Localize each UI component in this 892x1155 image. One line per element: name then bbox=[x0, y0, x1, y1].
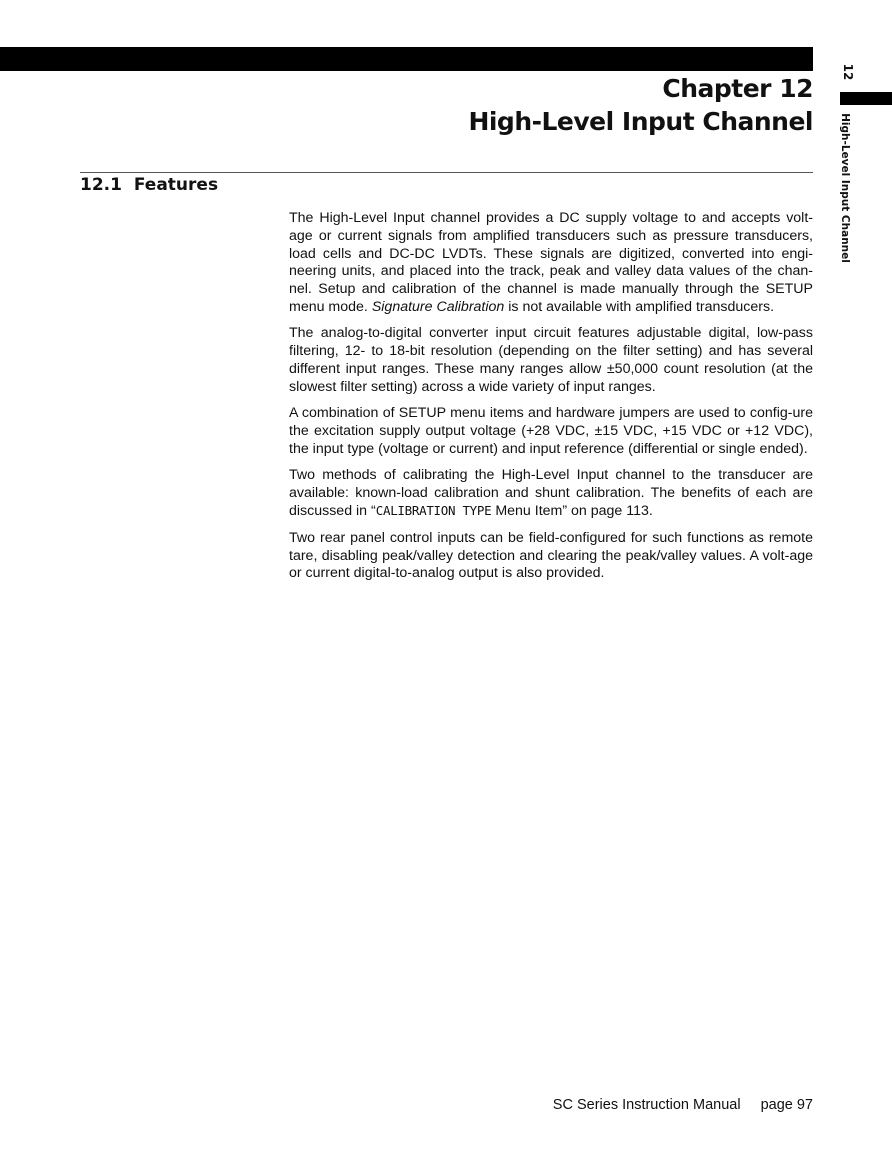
side-tab-number: 12 bbox=[841, 63, 855, 81]
side-tab-label: High-Level Input Channel bbox=[839, 113, 851, 263]
paragraph-1-text-b: is not available with amplified transducers. bbox=[504, 298, 775, 315]
paragraph-3: A combination of SETUP menu items and hardware jumpers are used to config-ure the excitation supply output voltage (+28 VDC, ±15 VDC, +15 VDC or +12 VDC), the input type (voltage or current) and input reference (differential or single ended). bbox=[289, 404, 813, 457]
chapter-tab-marker bbox=[840, 92, 892, 105]
paragraph-4 bbox=[289, 467, 813, 521]
paragraph-1-text-a: The High-Level Input channel provides a DC supply voltage to and accepts volt-age or current signals from amplified transducers such as pressure transducers, load cells and DC-DC LVDTs. These signals are digitized, converted into engi-neering units, and placed into the track, peak and valley data values of the chan-nel. Setup and calibration of the channel is made manually through the SETUP menu mode. bbox=[289, 210, 813, 315]
paragraph-2: The analog-to-digital converter input circuit features adjustable digital, low-pass filtering, 12- to 18-bit resolution (depending on the filter setting) and has several different input ranges. These many ranges allow ±50,000 count resolution (at the slowest filter setting) across a wide variety of input ranges. bbox=[289, 325, 813, 395]
chapter-title: High-Level Input Channel bbox=[468, 107, 813, 136]
paragraph-1 bbox=[289, 210, 813, 317]
calibration-type-menu-reference[interactable]: CALIBRATION TYPE bbox=[375, 503, 492, 519]
section-number: 12.1 bbox=[80, 175, 122, 195]
page-footer bbox=[553, 1097, 813, 1113]
paragraph-5: Two rear panel control inputs can be field-configured for such functions as remote tare, disabling peak/valley detection and clearing the peak/valley values. A volt-age or current digital-to-analog output is also provided. bbox=[289, 529, 813, 582]
paragraph-4-text-a: Two methods of calibrating the High-Level Input channel to the transducer are available: known-load calibration and shunt calibration. The benefits of each are discussed in “ bbox=[289, 466, 813, 520]
paragraph-4-text-b: Menu Item” on page 113. bbox=[491, 503, 653, 520]
header-bar bbox=[0, 47, 813, 71]
section-title: Features bbox=[133, 175, 219, 195]
signature-calibration-term: Signature Calibration bbox=[371, 298, 505, 315]
chapter-heading bbox=[468, 72, 813, 138]
section-divider bbox=[80, 172, 813, 173]
body-text bbox=[289, 210, 813, 592]
footer-manual-title: SC Series Instruction Manual bbox=[552, 1097, 741, 1113]
footer-page-number: page 97 bbox=[760, 1097, 813, 1113]
section-heading bbox=[80, 175, 218, 195]
chapter-number: Chapter 12 bbox=[662, 74, 813, 103]
